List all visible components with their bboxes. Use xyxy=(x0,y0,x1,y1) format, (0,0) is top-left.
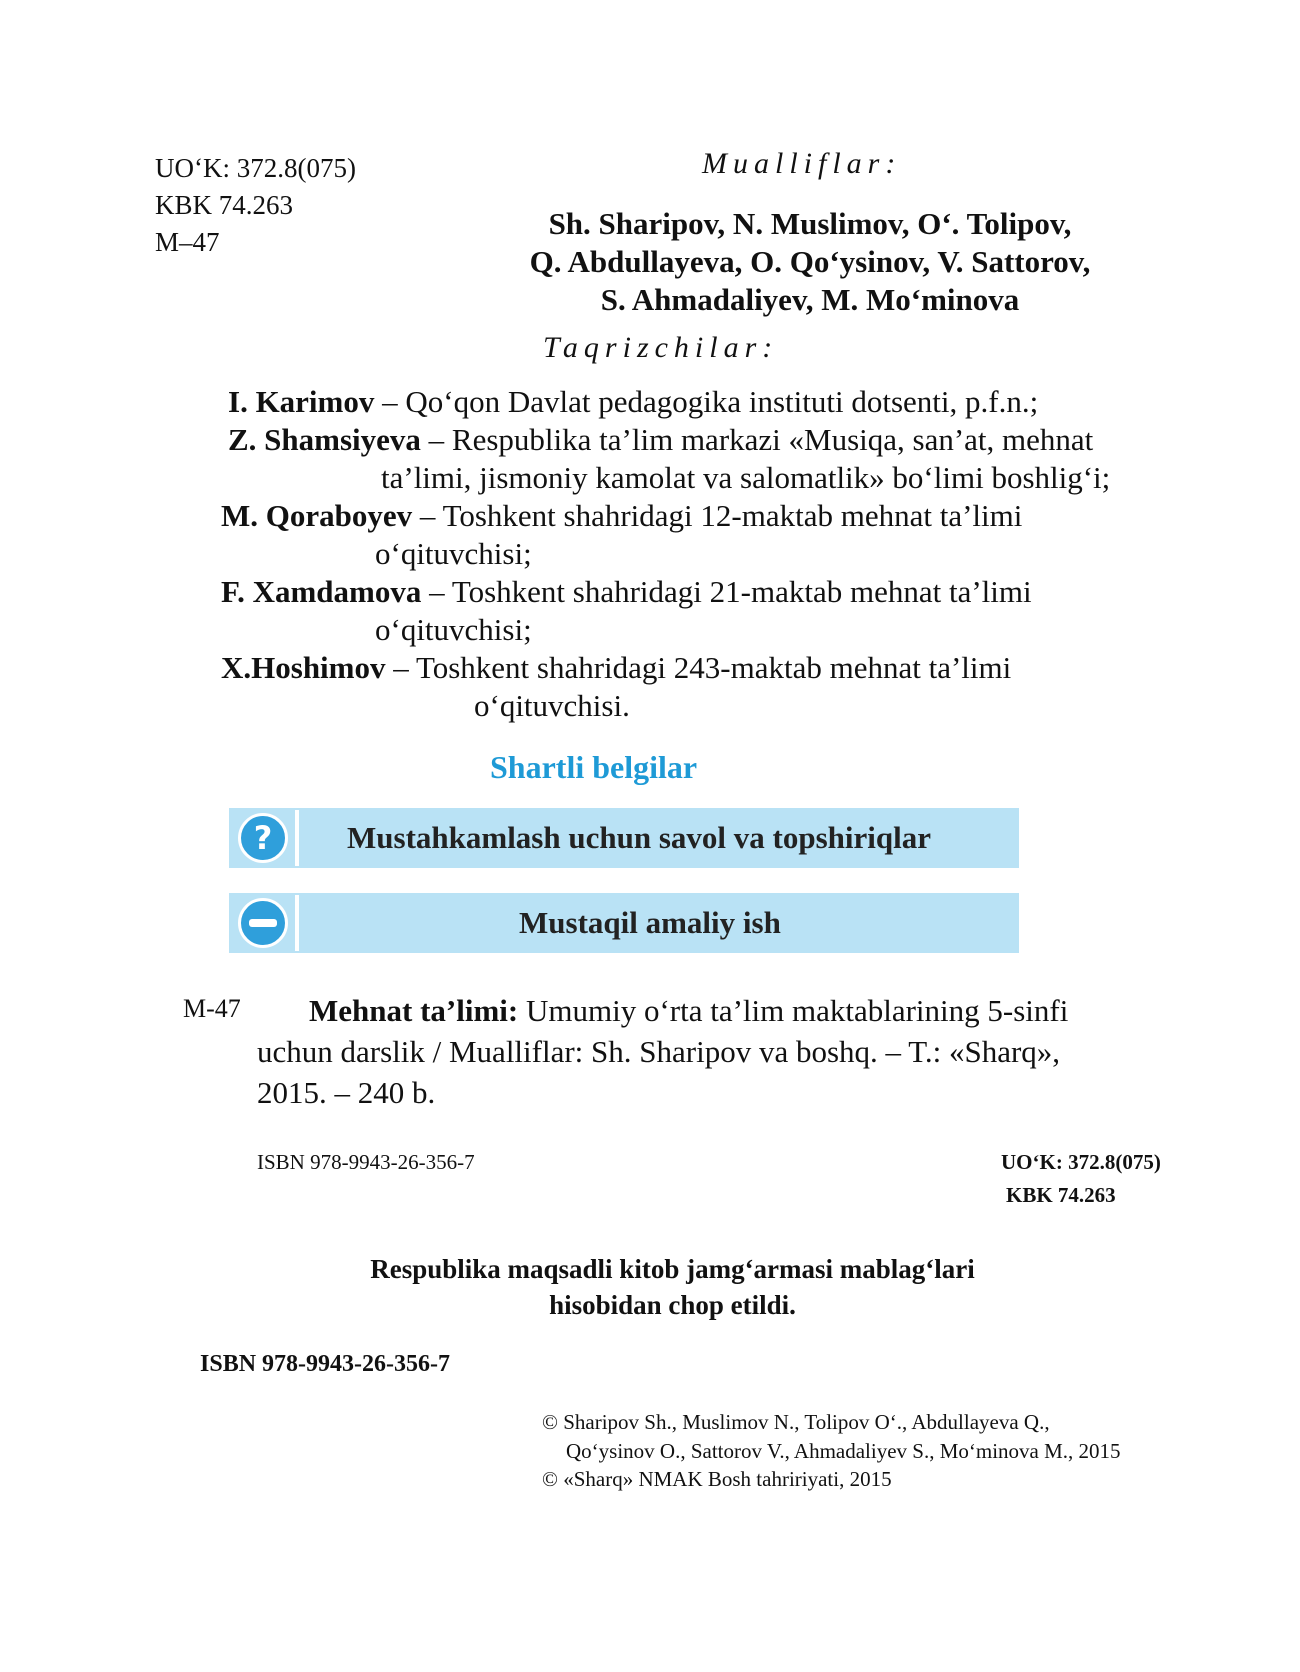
biblio-line: uchun darslik / Mualliflar: Sh. Sharipov va boshq. – T.: «Sharq», xyxy=(257,1034,1061,1069)
reviewer-name: I. Karimov xyxy=(228,384,375,419)
question-mark-symbol: ? xyxy=(238,813,288,863)
reviewer-role: – Toshkent shahridagi 12-maktab mehnat ta’limi xyxy=(412,498,1023,533)
minus-icon xyxy=(231,895,299,951)
reviewer-role-continued: o‘qituvchisi. xyxy=(474,688,630,723)
reviewer-entry xyxy=(228,384,1038,420)
authors-line: Sh. Sharipov, N. Muslimov, O‘. Tolipov, xyxy=(548,206,1072,241)
copyright-line: Qo‘ysinov O., Sattorov V., Ahmadaliyev S., Mo‘minova M., 2015 xyxy=(566,1439,1121,1463)
author-sign: M–47 xyxy=(155,227,220,257)
reviewer-name: M. Qoraboyev xyxy=(221,498,413,533)
reviewer-role: – Toshkent shahridagi 21-maktab mehnat ta’limi xyxy=(421,574,1032,609)
classification-codes xyxy=(155,150,356,261)
biblio-code: M-47 xyxy=(183,994,241,1023)
legend-label: Mustahkamlash uchun savol va topshiriqlar xyxy=(347,820,931,855)
biblio-line: 2015. – 240 b. xyxy=(257,1075,436,1110)
isbn-small: ISBN 978-9943-26-356-7 xyxy=(257,1150,475,1174)
reviewer-role: – Respublika ta’lim markazi «Musiqa, san’at, mehnat xyxy=(420,422,1094,457)
isbn-bold: ISBN 978-9943-26-356-7 xyxy=(200,1351,450,1377)
reviewer-role-continued: o‘qituvchisi; xyxy=(375,536,532,571)
legend-title: Shartli belgilar xyxy=(490,749,698,785)
funding-line: hisobidan chop etildi. xyxy=(549,1290,796,1320)
legend-row-questions xyxy=(229,808,1019,868)
reviewer-entry xyxy=(221,498,1022,534)
authors-heading: Mualliflar: xyxy=(702,147,902,180)
funding-note xyxy=(0,1251,1300,1323)
reviewer-entry xyxy=(221,650,1011,686)
bbk-code: KBK 74.263 xyxy=(155,190,294,220)
reviewer-role: – Toshkent shahridagi 243-maktab mehnat ta’limi xyxy=(385,650,1012,685)
authors-block xyxy=(430,205,1190,319)
bbk-code-bold: KBK 74.263 xyxy=(1006,1183,1116,1207)
question-icon xyxy=(231,810,299,866)
legend-row-practical xyxy=(229,893,1019,953)
authors-line: S. Ahmadaliyev, M. Mo‘minova xyxy=(600,282,1020,317)
biblio-line xyxy=(309,990,1068,1031)
book-title: Mehnat ta’limi: xyxy=(309,993,519,1028)
reviewer-entry xyxy=(221,574,1032,610)
reviewer-name: F. Xamdamova xyxy=(221,574,422,609)
funding-line: Respublika maqsadli kitob jamg‘armasi mablag‘lari xyxy=(370,1254,975,1284)
udc-code: UO‘K: 372.8(075) xyxy=(155,153,356,183)
reviewer-name: Z. Shamsiyeva xyxy=(228,422,421,457)
copyright-line: © «Sharq» NMAK Bosh tahririyati, 2015 xyxy=(542,1467,892,1491)
udc-code-bold: UO‘K: 372.8(075) xyxy=(1001,1150,1161,1174)
copyright-line: © Sharipov Sh., Muslimov N., Tolipov O‘., Abdullayeva Q., xyxy=(542,1410,1050,1434)
legend-label: Mustaqil amaliy ish xyxy=(519,905,781,940)
reviewer-name: X.Hoshimov xyxy=(221,650,386,685)
authors-line: Q. Abdullayeva, O. Qo‘ysinov, V. Sattorov, xyxy=(529,244,1091,279)
reviewer-role: – Qo‘qon Davlat pedagogika instituti dotsenti, p.f.n.; xyxy=(374,384,1039,419)
reviewer-role-continued: ta’limi, jismoniy kamolat va salomatlik» bo‘limi boshlig‘i; xyxy=(381,460,1111,495)
reviewers-heading: Taqrizchilar: xyxy=(543,331,779,364)
reviewer-entry xyxy=(228,422,1093,458)
book-subtitle: Umumiy o‘rta ta’lim maktablarining 5-sinfi xyxy=(518,993,1069,1028)
reviewer-role-continued: o‘qituvchisi; xyxy=(375,612,532,647)
